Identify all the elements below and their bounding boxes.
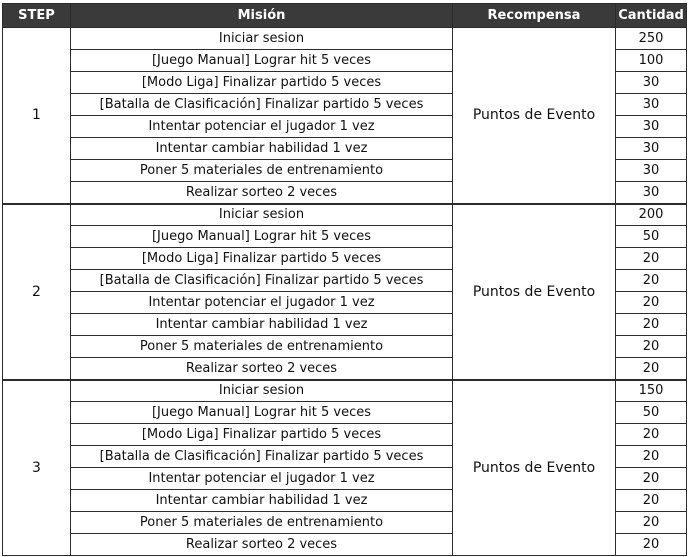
mission-cell: [Juego Manual] Lograr hit 5 veces (71, 226, 453, 248)
quantity-cell: 20 (616, 468, 687, 490)
reward-cell: Puntos de Evento (453, 28, 616, 204)
mission-cell: Intentar potenciar el jugador 1 vez (71, 468, 453, 490)
mission-cell: [Batalla de Clasificación] Finalizar partido 5 veces (71, 446, 453, 468)
header-reward: Recompensa (453, 4, 616, 28)
quantity-cell: 20 (616, 446, 687, 468)
quantity-cell: 20 (616, 534, 687, 556)
table-header (3, 4, 687, 28)
mission-cell: [Modo Liga] Finalizar partido 5 veces (71, 248, 453, 270)
mission-cell: Intentar potenciar el jugador 1 vez (71, 116, 453, 138)
quantity-cell: 20 (616, 248, 687, 270)
mission-cell: Poner 5 materiales de entrenamiento (71, 512, 453, 534)
mission-cell: [Modo Liga] Finalizar partido 5 veces (71, 72, 453, 94)
quantity-cell: 20 (616, 424, 687, 446)
quantity-cell: 20 (616, 490, 687, 512)
table-row (3, 28, 687, 50)
quantity-cell: 150 (616, 380, 687, 402)
step-number: 1 (3, 28, 71, 204)
mission-cell: Poner 5 materiales de entrenamiento (71, 160, 453, 182)
mission-cell: Realizar sorteo 2 veces (71, 358, 453, 380)
quantity-cell: 50 (616, 402, 687, 424)
table-row (3, 380, 687, 402)
quantity-cell: 30 (616, 72, 687, 94)
mission-cell: Intentar potenciar el jugador 1 vez (71, 292, 453, 314)
mission-cell: [Juego Manual] Lograr hit 5 veces (71, 402, 453, 424)
mission-cell: Iniciar sesion (71, 204, 453, 226)
quantity-cell: 20 (616, 336, 687, 358)
quantity-cell: 250 (616, 28, 687, 50)
mission-cell: Intentar cambiar habilidad 1 vez (71, 314, 453, 336)
step-number: 3 (3, 380, 71, 556)
table-row (3, 204, 687, 226)
step-group (3, 204, 687, 380)
step-group (3, 380, 687, 556)
header-step: STEP (3, 4, 71, 28)
mission-cell: Iniciar sesion (71, 28, 453, 50)
quantity-cell: 200 (616, 204, 687, 226)
quantity-cell: 20 (616, 270, 687, 292)
mission-cell: Realizar sorteo 2 veces (71, 182, 453, 204)
step-number: 2 (3, 204, 71, 380)
quantity-cell: 50 (616, 226, 687, 248)
header-row (3, 4, 687, 28)
quantity-cell: 30 (616, 138, 687, 160)
quantity-cell: 30 (616, 94, 687, 116)
reward-cell: Puntos de Evento (453, 204, 616, 380)
missions-table (2, 3, 687, 556)
header-quantity: Cantidad (616, 4, 687, 28)
quantity-cell: 20 (616, 358, 687, 380)
quantity-cell: 30 (616, 116, 687, 138)
mission-cell: Intentar cambiar habilidad 1 vez (71, 490, 453, 512)
mission-cell: [Modo Liga] Finalizar partido 5 veces (71, 424, 453, 446)
quantity-cell: 20 (616, 292, 687, 314)
quantity-cell: 30 (616, 160, 687, 182)
mission-cell: [Batalla de Clasificación] Finalizar partido 5 veces (71, 94, 453, 116)
quantity-cell: 20 (616, 512, 687, 534)
mission-cell: Intentar cambiar habilidad 1 vez (71, 138, 453, 160)
mission-cell: Realizar sorteo 2 veces (71, 534, 453, 556)
quantity-cell: 20 (616, 314, 687, 336)
header-mission: Misión (71, 4, 453, 28)
mission-cell: [Batalla de Clasificación] Finalizar partido 5 veces (71, 270, 453, 292)
mission-cell: Iniciar sesion (71, 380, 453, 402)
quantity-cell: 30 (616, 182, 687, 204)
quantity-cell: 100 (616, 50, 687, 72)
mission-cell: Poner 5 materiales de entrenamiento (71, 336, 453, 358)
reward-cell: Puntos de Evento (453, 380, 616, 556)
mission-cell: [Juego Manual] Lograr hit 5 veces (71, 50, 453, 72)
step-group (3, 28, 687, 204)
